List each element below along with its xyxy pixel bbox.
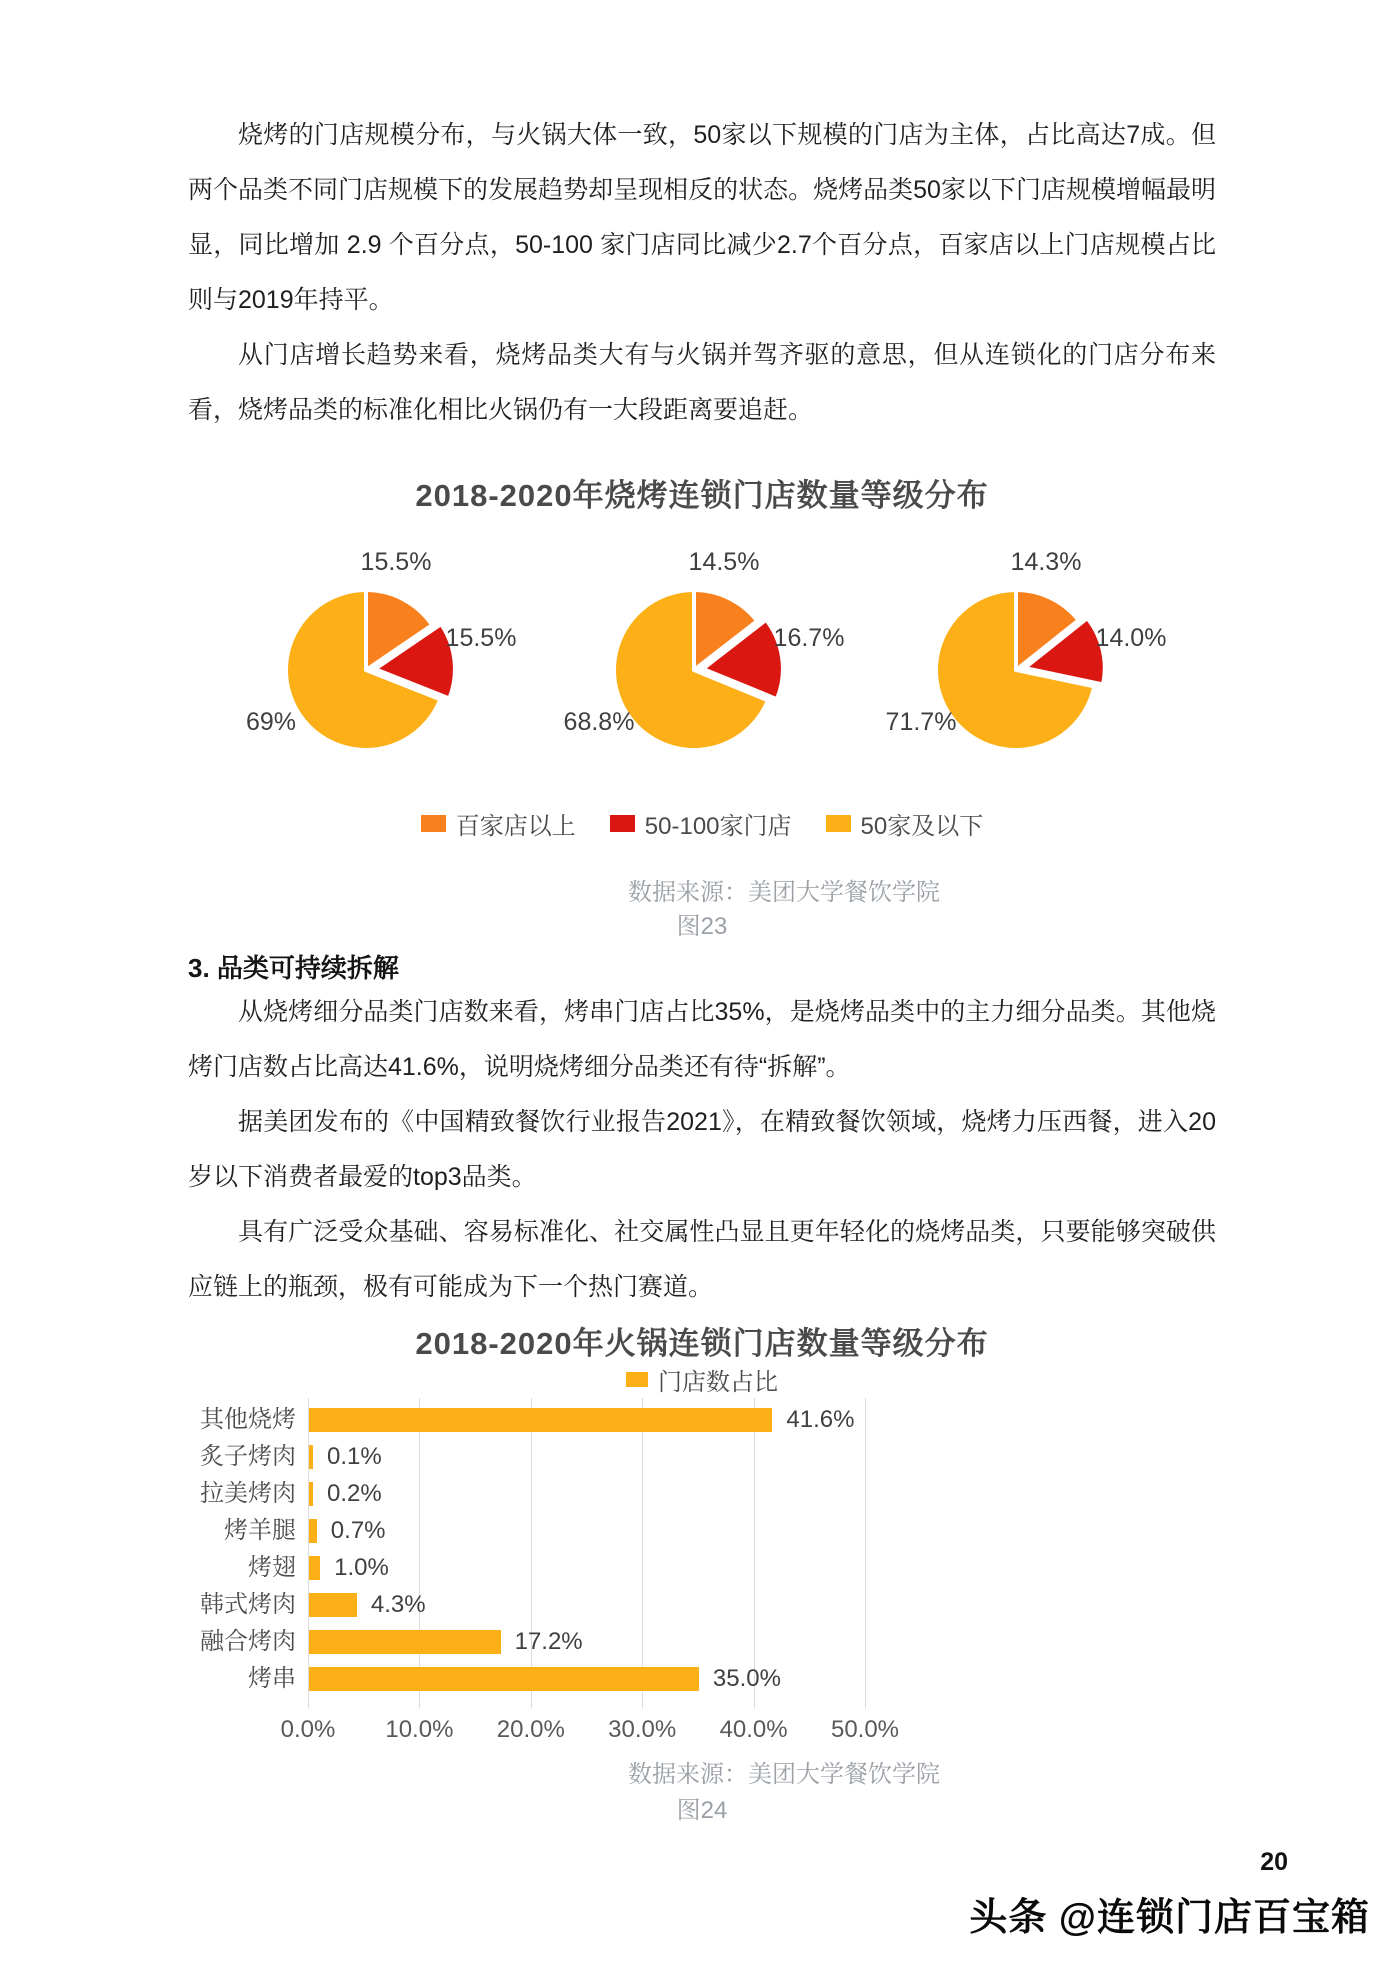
pie-3-label-orange: 14.3%	[1010, 548, 1082, 576]
bar-plot	[308, 1398, 908, 1708]
page-number: 20	[1260, 1848, 1288, 1876]
pie-3-label-red: 14.0%	[1095, 624, 1167, 652]
bar	[309, 1519, 317, 1543]
pie-2	[534, 540, 854, 800]
bar-value-label: 35.0%	[712, 1665, 781, 1692]
bar-chart-title: 2018-2020年火锅连锁门店数量等级分布	[415, 1326, 989, 1361]
pie-1-label-orange: 15.5%	[360, 548, 432, 576]
legend-swatch-orange	[421, 815, 446, 832]
legend-item-over-100	[421, 806, 576, 841]
paragraph-meituan-report: 据美团发布的《中国精致餐饮行业报告2021》，在精致餐饮领域，烧烤力压西餐，进入20岁以下消费者最爱的top3品类。	[188, 1108, 1216, 1191]
bar	[309, 1667, 699, 1691]
bar-category-label: 烤串	[248, 1665, 296, 1692]
x-tick-label: 20.0%	[496, 1716, 565, 1743]
legend-item-store-share	[626, 1362, 778, 1397]
pie-1-svg	[206, 540, 526, 800]
figure-24-caption: 图24	[676, 1797, 728, 1824]
bar-chart-source: 数据来源：美团大学餐饮学院	[628, 1761, 940, 1788]
bar	[309, 1445, 313, 1469]
bar-x-axis	[280, 1716, 908, 1746]
paragraph-subcategory: 从烧烤细分品类门店数来看，烤串门店占比35%，是烧烤品类中的主力细分品类。其他烧烤门店数占比高达41.6%，说明烧烤细分品类还有待“拆解”。	[188, 998, 1216, 1081]
pie-1-label-yellow: 69%	[245, 708, 297, 736]
bar	[309, 1593, 357, 1617]
watermark: 头条 @连锁门店百宝箱	[969, 1897, 1370, 1939]
legend-swatch-yellow	[826, 815, 851, 832]
pie-2-label-yellow: 68.8%	[563, 708, 635, 736]
bar-value-label: 41.6%	[786, 1406, 855, 1433]
bar-category-label: 韩式烤肉	[200, 1591, 296, 1618]
bar-category-label: 烤翅	[248, 1554, 296, 1581]
legend-label-under-50: 50家及以下	[860, 813, 984, 840]
bar-value-label: 0.2%	[327, 1480, 382, 1507]
pie-1-label-red: 15.5%	[445, 624, 517, 652]
bar-category-label: 拉美烤肉	[200, 1480, 296, 1507]
legend-label-store-share: 门店数占比	[658, 1369, 778, 1396]
paragraph-store-scale: 烧烤的门店规模分布，与火锅大体一致，50家以下规模的门店为主体，占比高达7成。但两个品类不同门店规模下的发展趋势却呈现相反的状态。烧烤品类50家以下门店规模增幅最明显，同比增加 2.9 个百分点，50-100 家门店同比减少2.7个百分点，百家店以上门店规模占比则与2019年持平。	[188, 121, 1216, 314]
pie-2-svg	[534, 540, 854, 800]
pie-1	[206, 540, 526, 800]
legend-label-50-100: 50-100家门店	[644, 813, 792, 840]
gridline	[419, 1398, 420, 1708]
pie-chart-source: 数据来源：美团大学餐饮学院	[628, 879, 940, 906]
legend-label-over-100: 百家店以上	[455, 813, 576, 840]
bar-category-label: 炙子烤肉	[200, 1443, 296, 1470]
bar	[309, 1408, 772, 1432]
x-tick-label: 30.0%	[608, 1716, 677, 1743]
x-tick-label: 10.0%	[385, 1716, 454, 1743]
pie-legend	[188, 806, 1216, 841]
gridline	[865, 1398, 866, 1708]
bar-category-label: 其他烧烤	[200, 1406, 296, 1433]
gridline	[531, 1398, 532, 1708]
bar-chart-legend	[188, 1362, 1216, 1397]
bar-category-labels	[140, 1398, 296, 1708]
x-tick-label: 0.0%	[280, 1716, 336, 1743]
bar-category-label: 融合烤肉	[200, 1628, 296, 1655]
bar-value-label: 17.2%	[514, 1628, 583, 1655]
pie-3-svg	[856, 540, 1176, 800]
bar	[309, 1482, 313, 1506]
pie-2-label-red: 16.7%	[773, 624, 845, 652]
intro-text	[188, 108, 1216, 438]
section-heading: 3. 品类可持续拆解	[188, 953, 399, 983]
paragraph-growth-trend: 从门店增长趋势来看，烧烤品类大有与火锅并驾齐驱的意思，但从连锁化的门店分布来看，烧烤品类的标准化相比火锅仍有一大段距离要追赶。	[188, 341, 1216, 424]
bar	[309, 1630, 501, 1654]
gridline	[754, 1398, 755, 1708]
section-text	[188, 985, 1216, 1315]
x-tick-label: 40.0%	[719, 1716, 788, 1743]
x-tick-label: 50.0%	[830, 1716, 900, 1743]
legend-item-50-100	[610, 806, 792, 841]
gridline	[642, 1398, 643, 1708]
pie-chart-title: 2018-2020年烧烤连锁门店数量等级分布	[415, 478, 989, 513]
bar-value-label: 4.3%	[370, 1591, 426, 1618]
bar-value-label: 1.0%	[334, 1554, 389, 1581]
figure-23-caption: 图23	[676, 913, 728, 940]
pie-3-label-yellow: 71.7%	[885, 708, 957, 736]
bar	[309, 1556, 320, 1580]
legend-swatch-red	[610, 815, 635, 832]
bar-category-label: 烤羊腿	[224, 1517, 296, 1544]
pie-3	[856, 540, 1176, 800]
paragraph-hot-track: 具有广泛受众基础、容易标准化、社交属性凸显且更年轻化的烧烤品类，只要能够突破供应链上的瓶颈，极有可能成为下一个热门赛道。	[188, 1218, 1216, 1301]
legend-swatch-bar-yellow	[626, 1372, 648, 1387]
bar-value-label: 0.7%	[330, 1517, 386, 1544]
legend-item-under-50	[826, 806, 984, 841]
bar-value-label: 0.1%	[327, 1443, 382, 1470]
pie-2-label-orange: 14.5%	[688, 548, 760, 576]
